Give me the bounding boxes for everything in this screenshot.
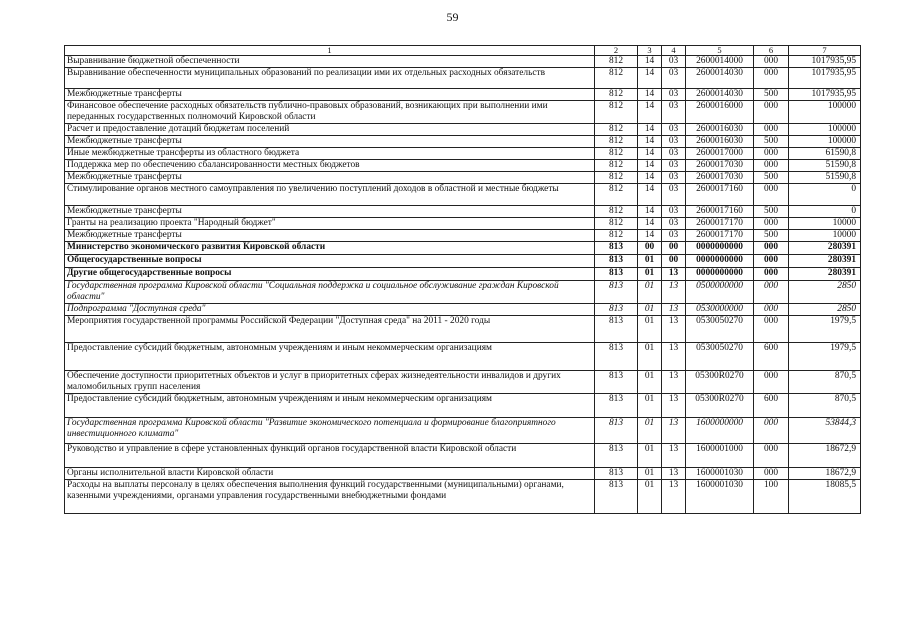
budget-table: [64, 45, 861, 514]
target-article-cell: 0530050270: [686, 316, 754, 343]
department-code-cell: 812: [595, 230, 638, 242]
expense-type-cell: 100: [754, 480, 789, 514]
subsection-code-cell: 03: [662, 89, 686, 101]
table-row: [65, 124, 861, 136]
table-row: [65, 268, 861, 281]
section-code-cell: 14: [638, 101, 662, 124]
row-name-cell: Выравнивание обеспеченности муниципальных образований по реализации ими их отдельных расходных обязательств: [65, 68, 595, 89]
table-row: [65, 394, 861, 418]
column-header: 6: [754, 46, 789, 56]
amount-cell: 1979,5: [789, 316, 861, 343]
section-code-cell: 01: [638, 394, 662, 418]
expense-type-cell: 500: [754, 89, 789, 101]
target-article-cell: 2600017170: [686, 218, 754, 230]
table-row: [65, 281, 861, 304]
section-code-cell: 14: [638, 184, 662, 206]
expense-type-cell: 000: [754, 304, 789, 316]
target-article-cell: 2600017170: [686, 230, 754, 242]
amount-cell: 1017935,95: [789, 68, 861, 89]
subsection-code-cell: 13: [662, 468, 686, 480]
department-code-cell: 812: [595, 89, 638, 101]
expense-type-cell: 000: [754, 281, 789, 304]
table-row: [65, 101, 861, 124]
target-article-cell: 0530000000: [686, 304, 754, 316]
section-code-cell: 01: [638, 371, 662, 394]
amount-cell: 18085,5: [789, 480, 861, 514]
amount-cell: 280391: [789, 268, 861, 281]
section-code-cell: 14: [638, 56, 662, 68]
row-name-cell: Руководство и управление в сфере установленных функций органов государственной власти Кировской области: [65, 444, 595, 468]
expense-type-cell: 000: [754, 444, 789, 468]
section-code-cell: 01: [638, 444, 662, 468]
department-code-cell: 812: [595, 148, 638, 160]
expense-type-cell: 000: [754, 184, 789, 206]
target-article-cell: 2600017160: [686, 206, 754, 218]
expense-type-cell: 500: [754, 172, 789, 184]
row-name-cell: Расходы на выплаты персоналу в целях обеспечения выполнения функций государственными (муниципальными) органами, казенными учреждениями, органами управления государственными внебюджетными фондами: [65, 480, 595, 514]
section-code-cell: 01: [638, 468, 662, 480]
amount-cell: 870,5: [789, 394, 861, 418]
subsection-code-cell: 03: [662, 206, 686, 218]
department-code-cell: 813: [595, 268, 638, 281]
section-code-cell: 01: [638, 281, 662, 304]
section-code-cell: 01: [638, 343, 662, 371]
department-code-cell: 813: [595, 343, 638, 371]
subsection-code-cell: 13: [662, 268, 686, 281]
target-article-cell: 0500000000: [686, 281, 754, 304]
expense-type-cell: 500: [754, 136, 789, 148]
table-row: [65, 371, 861, 394]
expense-type-cell: 000: [754, 160, 789, 172]
target-article-cell: 1600001030: [686, 480, 754, 514]
department-code-cell: 812: [595, 218, 638, 230]
subsection-code-cell: 00: [662, 255, 686, 268]
table-row: [65, 255, 861, 268]
expense-type-cell: 600: [754, 394, 789, 418]
department-code-cell: 812: [595, 56, 638, 68]
subsection-code-cell: 03: [662, 148, 686, 160]
department-code-cell: 812: [595, 184, 638, 206]
target-article-cell: 2600014030: [686, 68, 754, 89]
table-row: [65, 89, 861, 101]
table-row: [65, 206, 861, 218]
subsection-code-cell: 13: [662, 394, 686, 418]
section-code-cell: 14: [638, 172, 662, 184]
subsection-code-cell: 13: [662, 281, 686, 304]
section-code-cell: 01: [638, 480, 662, 514]
subsection-code-cell: 03: [662, 172, 686, 184]
section-code-cell: 14: [638, 148, 662, 160]
target-article-cell: 2600017030: [686, 172, 754, 184]
row-name-cell: Государственная программа Кировской области "Развитие экономического потенциала и формирование благоприятного инвестиционного климата": [65, 418, 595, 444]
expense-type-cell: 000: [754, 148, 789, 160]
target-article-cell: 1600001000: [686, 444, 754, 468]
amount-cell: 1017935,95: [789, 89, 861, 101]
amount-cell: 10000: [789, 218, 861, 230]
table-row: [65, 184, 861, 206]
page-number: 59: [446, 10, 459, 24]
amount-cell: 2850: [789, 281, 861, 304]
row-name-cell: Выравнивание бюджетной обеспеченности: [65, 56, 595, 68]
subsection-code-cell: 13: [662, 304, 686, 316]
section-code-cell: 01: [638, 418, 662, 444]
table-row: [65, 172, 861, 184]
expense-type-cell: 600: [754, 343, 789, 371]
table-row: [65, 343, 861, 371]
department-code-cell: 813: [595, 255, 638, 268]
expense-type-cell: 000: [754, 418, 789, 444]
department-code-cell: 813: [595, 371, 638, 394]
expense-type-cell: 000: [754, 124, 789, 136]
target-article-cell: 05300R0270: [686, 394, 754, 418]
table-header-row: [65, 46, 861, 56]
column-header: 2: [595, 46, 638, 56]
section-code-cell: 01: [638, 268, 662, 281]
section-code-cell: 01: [638, 255, 662, 268]
amount-cell: 100000: [789, 124, 861, 136]
column-header: 4: [662, 46, 686, 56]
subsection-code-cell: 03: [662, 136, 686, 148]
target-article-cell: 2600017160: [686, 184, 754, 206]
department-code-cell: 812: [595, 101, 638, 124]
subsection-code-cell: 03: [662, 68, 686, 89]
amount-cell: 53844,3: [789, 418, 861, 444]
subsection-code-cell: 03: [662, 230, 686, 242]
expense-type-cell: 000: [754, 68, 789, 89]
table-row: [65, 56, 861, 68]
row-name-cell: Гранты на реализацию проекта "Народный бюджет": [65, 218, 595, 230]
row-name-cell: Государственная программа Кировской области "Социальная поддержка и социальное обслуживание граждан Кировской области": [65, 281, 595, 304]
expense-type-cell: 000: [754, 371, 789, 394]
amount-cell: 280391: [789, 242, 861, 255]
target-article-cell: 2600016000: [686, 101, 754, 124]
amount-cell: 18672,9: [789, 444, 861, 468]
table-row: [65, 304, 861, 316]
amount-cell: 0: [789, 206, 861, 218]
target-article-cell: 1600001030: [686, 468, 754, 480]
expense-type-cell: 000: [754, 56, 789, 68]
table-row: [65, 316, 861, 343]
department-code-cell: 813: [595, 444, 638, 468]
table-row: [65, 160, 861, 172]
department-code-cell: 813: [595, 304, 638, 316]
row-name-cell: Мероприятия государственной программы Российской Федерации "Доступная среда" на 2011 - 2020 годы: [65, 316, 595, 343]
section-code-cell: 14: [638, 68, 662, 89]
amount-cell: 1017935,95: [789, 56, 861, 68]
section-code-cell: 14: [638, 124, 662, 136]
subsection-code-cell: 13: [662, 343, 686, 371]
column-header: 7: [789, 46, 861, 56]
subsection-code-cell: 03: [662, 56, 686, 68]
section-code-cell: 14: [638, 160, 662, 172]
target-article-cell: 0000000000: [686, 268, 754, 281]
subsection-code-cell: 13: [662, 371, 686, 394]
column-header: 5: [686, 46, 754, 56]
subsection-code-cell: 03: [662, 101, 686, 124]
section-code-cell: 01: [638, 304, 662, 316]
row-name-cell: Подпрограмма "Доступная среда": [65, 304, 595, 316]
target-article-cell: 2600014000: [686, 56, 754, 68]
amount-cell: 61590,8: [789, 148, 861, 160]
department-code-cell: 812: [595, 172, 638, 184]
target-article-cell: 2600017000: [686, 148, 754, 160]
expense-type-cell: 000: [754, 218, 789, 230]
row-name-cell: Поддержка мер по обеспечению сбалансированности местных бюджетов: [65, 160, 595, 172]
table-row: [65, 136, 861, 148]
subsection-code-cell: 13: [662, 480, 686, 514]
amount-cell: 0: [789, 184, 861, 206]
amount-cell: 870,5: [789, 371, 861, 394]
department-code-cell: 812: [595, 160, 638, 172]
table-row: [65, 148, 861, 160]
row-name-cell: Органы исполнительной власти Кировской области: [65, 468, 595, 480]
target-article-cell: 2600017030: [686, 160, 754, 172]
row-name-cell: Межбюджетные трансферты: [65, 89, 595, 101]
expense-type-cell: 000: [754, 268, 789, 281]
expense-type-cell: 000: [754, 242, 789, 255]
row-name-cell: Иные межбюджетные трансферты из областного бюджета: [65, 148, 595, 160]
row-name-cell: Предоставление субсидий бюджетным, автономным учреждениям и иным некоммерческим организациям: [65, 343, 595, 371]
department-code-cell: 813: [595, 316, 638, 343]
target-article-cell: 0000000000: [686, 255, 754, 268]
department-code-cell: 812: [595, 136, 638, 148]
amount-cell: 51590,8: [789, 160, 861, 172]
department-code-cell: 812: [595, 68, 638, 89]
row-name-cell: Министерство экономического развития Кировской области: [65, 242, 595, 255]
section-code-cell: 01: [638, 316, 662, 343]
row-name-cell: Предоставление субсидий бюджетным, автономным учреждениям и иным некоммерческим организациям: [65, 394, 595, 418]
expense-type-cell: 000: [754, 468, 789, 480]
amount-cell: 18672,9: [789, 468, 861, 480]
subsection-code-cell: 13: [662, 418, 686, 444]
subsection-code-cell: 00: [662, 242, 686, 255]
amount-cell: 1979,5: [789, 343, 861, 371]
table-row: [65, 468, 861, 480]
department-code-cell: 812: [595, 206, 638, 218]
row-name-cell: Межбюджетные трансферты: [65, 172, 595, 184]
subsection-code-cell: 03: [662, 218, 686, 230]
table-row: [65, 230, 861, 242]
row-name-cell: Финансовое обеспечение расходных обязательств публично-правовых образований, возникающих при выполнении ими переданных государственных полномочий Кировской области: [65, 101, 595, 124]
row-name-cell: Обеспечение доступности приоритетных объектов и услуг в приоритетных сферах жизнедеятельности инвалидов и других маломобильных групп населения: [65, 371, 595, 394]
target-article-cell: 0000000000: [686, 242, 754, 255]
subsection-code-cell: 03: [662, 160, 686, 172]
row-name-cell: Общегосударственные вопросы: [65, 255, 595, 268]
row-name-cell: Межбюджетные трансферты: [65, 136, 595, 148]
section-code-cell: 14: [638, 230, 662, 242]
row-name-cell: Расчет и предоставление дотаций бюджетам поселений: [65, 124, 595, 136]
target-article-cell: 2600016030: [686, 124, 754, 136]
table-row: [65, 242, 861, 255]
expense-type-cell: 500: [754, 206, 789, 218]
row-name-cell: Межбюджетные трансферты: [65, 206, 595, 218]
amount-cell: 51590,8: [789, 172, 861, 184]
target-article-cell: 05300R0270: [686, 371, 754, 394]
table-row: [65, 480, 861, 514]
row-name-cell: Другие общегосударственные вопросы: [65, 268, 595, 281]
amount-cell: 100000: [789, 136, 861, 148]
expense-type-cell: 000: [754, 101, 789, 124]
amount-cell: 2850: [789, 304, 861, 316]
target-article-cell: 0530050270: [686, 343, 754, 371]
column-header: 1: [65, 46, 595, 56]
target-article-cell: 1600000000: [686, 418, 754, 444]
subsection-code-cell: 03: [662, 184, 686, 206]
target-article-cell: 2600016030: [686, 136, 754, 148]
section-code-cell: 14: [638, 89, 662, 101]
table-row: [65, 68, 861, 89]
table-row: [65, 444, 861, 468]
department-code-cell: 812: [595, 124, 638, 136]
subsection-code-cell: 13: [662, 316, 686, 343]
section-code-cell: 14: [638, 218, 662, 230]
row-name-cell: Межбюджетные трансферты: [65, 230, 595, 242]
department-code-cell: 813: [595, 480, 638, 514]
section-code-cell: 00: [638, 242, 662, 255]
target-article-cell: 2600014030: [686, 89, 754, 101]
table-row: [65, 418, 861, 444]
amount-cell: 10000: [789, 230, 861, 242]
expense-type-cell: 500: [754, 230, 789, 242]
department-code-cell: 813: [595, 242, 638, 255]
department-code-cell: 813: [595, 418, 638, 444]
expense-type-cell: 000: [754, 255, 789, 268]
amount-cell: 100000: [789, 101, 861, 124]
department-code-cell: 813: [595, 468, 638, 480]
row-name-cell: Стимулирование органов местного самоуправления по увеличению поступлений доходов в областной и местные бюджеты: [65, 184, 595, 206]
department-code-cell: 813: [595, 281, 638, 304]
subsection-code-cell: 13: [662, 444, 686, 468]
section-code-cell: 14: [638, 136, 662, 148]
expense-type-cell: 000: [754, 316, 789, 343]
department-code-cell: 813: [595, 394, 638, 418]
subsection-code-cell: 03: [662, 124, 686, 136]
column-header: 3: [638, 46, 662, 56]
section-code-cell: 14: [638, 206, 662, 218]
amount-cell: 280391: [789, 255, 861, 268]
table-row: [65, 218, 861, 230]
